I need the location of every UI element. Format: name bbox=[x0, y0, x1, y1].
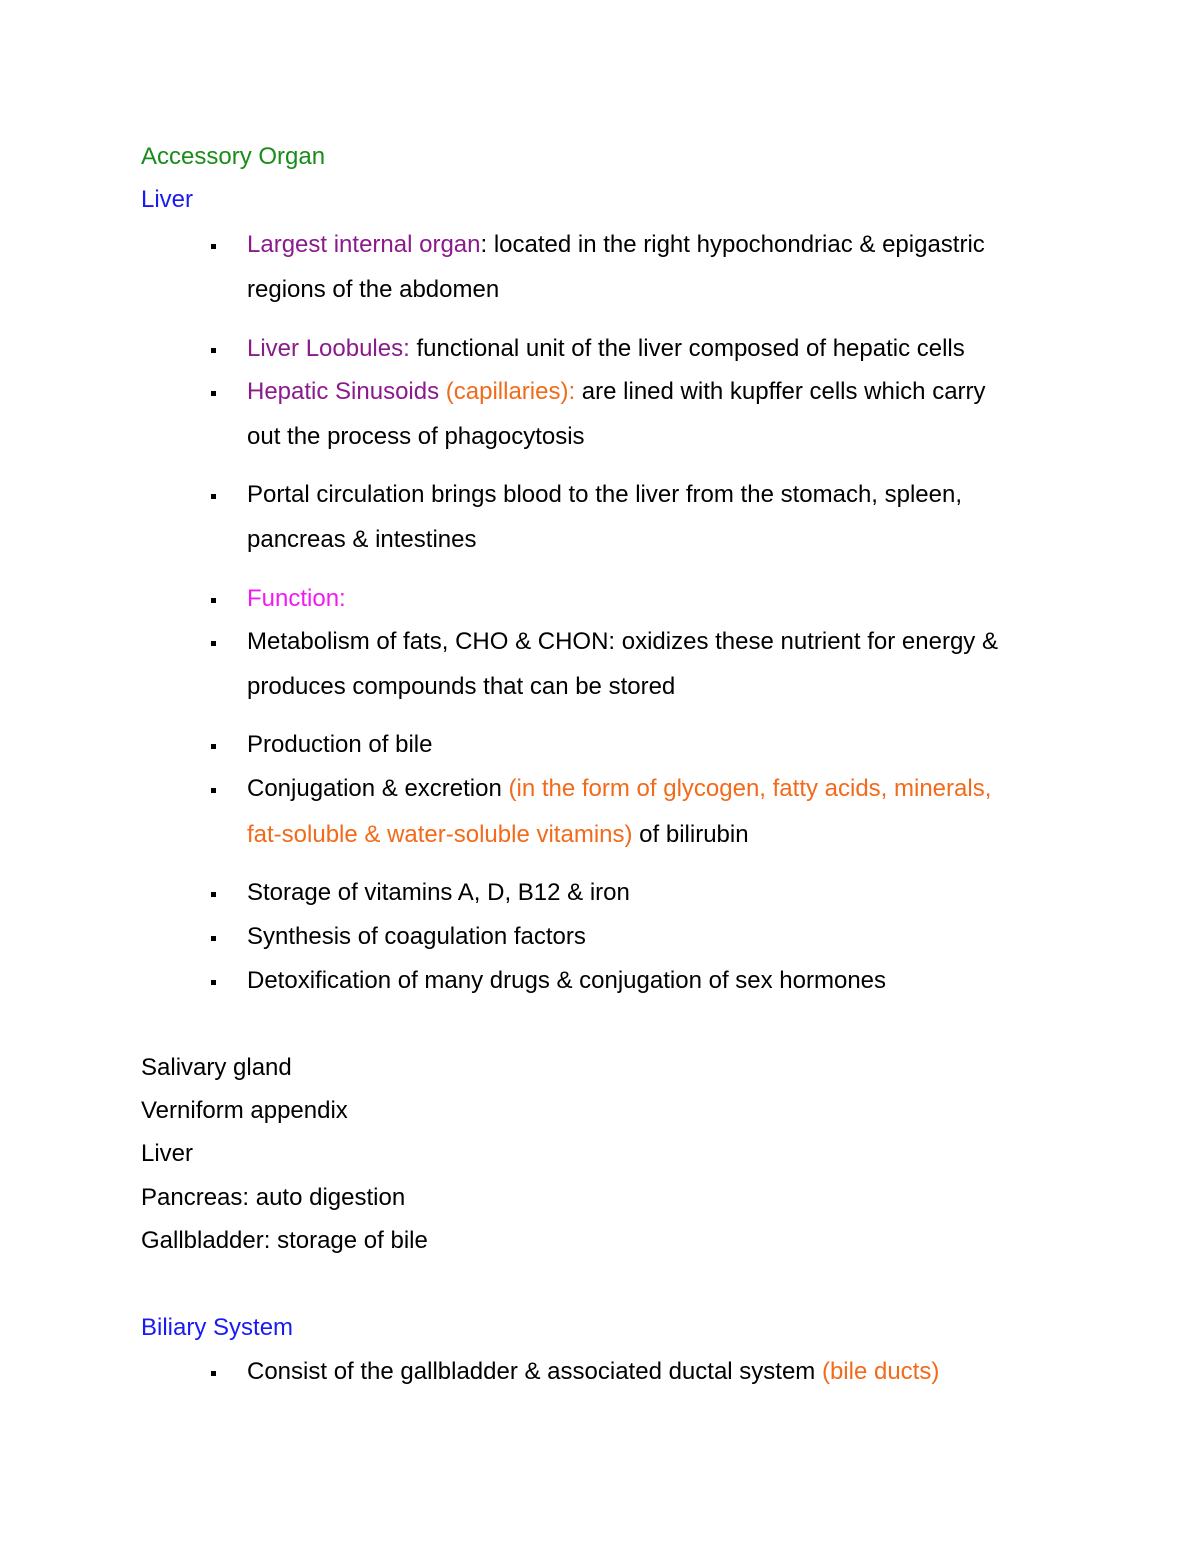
term: Hepatic Sinusoids bbox=[247, 378, 440, 405]
list-item: Metabolism of fats, CHO & CHON: oxidizes these nutrient for energy & bbox=[247, 628, 998, 655]
organ-list-item: Liver bbox=[141, 1140, 194, 1167]
bullet bbox=[211, 788, 216, 793]
bullet bbox=[211, 494, 216, 499]
section-title-biliary: Biliary System bbox=[141, 1314, 294, 1341]
list-item: Largest internal organ: located in the right hypochondriac & epigastric bbox=[247, 231, 985, 258]
term: Largest internal organ bbox=[247, 231, 481, 258]
list-item: Liver Loobules: functional unit of the liver composed of hepatic cells bbox=[247, 335, 965, 362]
organ-list-item: Pancreas: auto digestion bbox=[141, 1184, 406, 1211]
bullet bbox=[211, 641, 216, 646]
page-heading: Accessory Organ bbox=[141, 143, 326, 170]
bullet bbox=[211, 936, 216, 941]
list-item-continuation: out the process of phagocytosis bbox=[247, 423, 585, 450]
list-item: Hepatic Sinusoids (capillaries): are lined with kupffer cells which carry bbox=[247, 378, 986, 405]
list-item: Production of bile bbox=[247, 731, 433, 758]
section-title-liver: Liver bbox=[141, 186, 194, 213]
term: Liver Loobules: bbox=[247, 335, 410, 362]
list-item-continuation: fat-soluble & water-soluble vitamins) of bilirubin bbox=[247, 821, 749, 848]
list-item: Detoxification of many drugs & conjugation of sex hormones bbox=[247, 967, 887, 994]
note: (bile ducts) bbox=[821, 1358, 940, 1385]
list-item: Portal circulation brings blood to the liver from the stomach, spleen, bbox=[247, 481, 963, 508]
bullet bbox=[211, 244, 216, 249]
bullet bbox=[211, 892, 216, 897]
organ-list-item: Gallbladder: storage of bile bbox=[141, 1227, 428, 1254]
bullet bbox=[211, 744, 216, 749]
organ-list-item: Verniform appendix bbox=[141, 1097, 348, 1124]
bullet bbox=[211, 348, 216, 353]
list-item: Consist of the gallbladder & associated ductal system (bile ducts) bbox=[247, 1358, 940, 1385]
note: (in the form of glycogen, fatty acids, minerals, bbox=[508, 775, 992, 802]
bullet bbox=[211, 1371, 216, 1376]
note: fat-soluble & water-soluble vitamins) bbox=[247, 821, 633, 848]
bullet bbox=[211, 980, 216, 985]
note: (capillaries): bbox=[439, 378, 576, 405]
list-item: Conjugation & excretion (in the form of glycogen, fatty acids, minerals, bbox=[247, 775, 992, 802]
organ-list-item: Salivary gland bbox=[141, 1054, 292, 1081]
list-item: Synthesis of coagulation factors bbox=[247, 923, 586, 950]
list-item: Storage of vitamins A, D, B12 & iron bbox=[247, 879, 630, 906]
list-item-continuation: pancreas & intestines bbox=[247, 526, 477, 553]
bullet bbox=[211, 598, 216, 603]
bullet bbox=[211, 391, 216, 396]
function-label: Function: bbox=[247, 585, 346, 612]
list-item-continuation: regions of the abdomen bbox=[247, 276, 500, 303]
list-item-continuation: produces compounds that can be stored bbox=[247, 673, 676, 700]
